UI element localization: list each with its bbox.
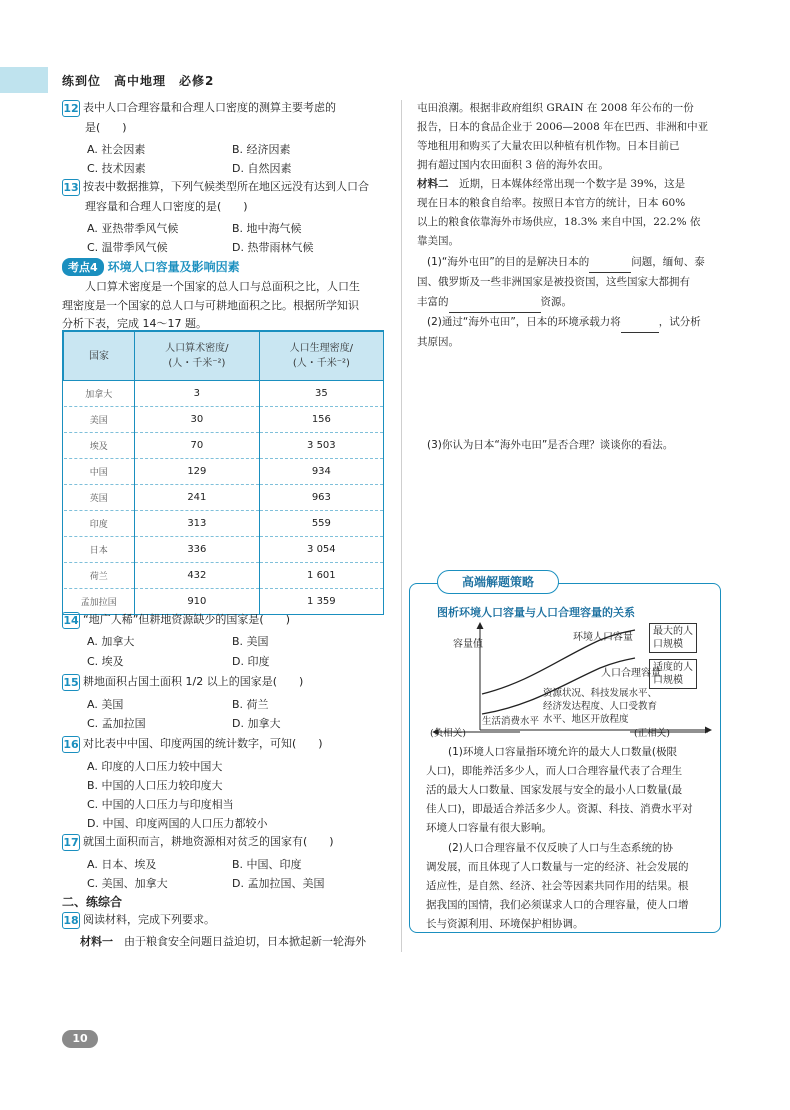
question-12 bbox=[62, 99, 336, 117]
question-text-cont: 理容量和合理人口密度的是( ) bbox=[85, 200, 248, 213]
strategy-paragraph-2 bbox=[426, 839, 689, 934]
box-line: 最大的人 bbox=[653, 626, 693, 637]
paragraph-line: 据我国的国情，我们必须谋求人口的合理容量，使人口增 bbox=[426, 899, 689, 911]
option-a[interactable]: A. 社会因素 bbox=[87, 143, 146, 156]
option-d[interactable]: D. 印度 bbox=[232, 655, 270, 668]
answer-blank[interactable] bbox=[589, 253, 631, 273]
material-2-line: 靠美国。 bbox=[417, 235, 459, 247]
question-13 bbox=[62, 178, 369, 196]
question-text: “地广人稀”但耕地资源缺少的国家是( ) bbox=[83, 613, 290, 626]
paragraph-line: 活的最大人口数量、国家发展与安全的最小人口数量(最 bbox=[426, 784, 683, 796]
sub-text: 丰富的 bbox=[417, 296, 449, 308]
section-title: 环境人口容量及影响因素 bbox=[107, 260, 240, 274]
table-cell-country: 美国 bbox=[64, 407, 135, 433]
question-number: 16 bbox=[63, 737, 79, 751]
table-cell-country: 荷兰 bbox=[64, 563, 135, 589]
question-text: 阅读材料，完成下列要求。 bbox=[83, 913, 215, 926]
table-cell-country: 孟加拉国 bbox=[64, 589, 135, 615]
material-1-line: 拥有超过国内农田面积 3 倍的海外农田。 bbox=[417, 159, 609, 171]
box-line: 适度的人 bbox=[653, 662, 693, 673]
option-c[interactable]: C. 埃及 bbox=[87, 655, 124, 668]
sub-text: ，试分析 bbox=[658, 316, 701, 328]
strategy-title: 高端解题策略 bbox=[437, 570, 559, 594]
sub-text: 资源。 bbox=[540, 296, 572, 308]
table-cell-arith: 3 bbox=[135, 381, 260, 407]
section-2-heading: 二、练综合 bbox=[62, 895, 123, 909]
option-d[interactable]: D. 孟加拉国、美国 bbox=[232, 877, 325, 890]
table-cell-arith: 432 bbox=[135, 563, 260, 589]
table-row bbox=[64, 511, 384, 537]
option-a[interactable]: A. 加拿大 bbox=[87, 635, 135, 648]
option-c[interactable]: C. 美国、加拿大 bbox=[87, 877, 168, 890]
y-axis-label: 容量值 bbox=[453, 639, 483, 650]
material-2-line: 现在日本的粮食自给率。按照日本官方的统计，日本 60% bbox=[417, 197, 686, 209]
table-cell-arith: 241 bbox=[135, 485, 260, 511]
option-d[interactable]: D. 中国、印度两国的人口压力都较小 bbox=[87, 817, 268, 830]
paragraph-line: 人口)，即能养活多少人，而人口合理容量代表了合理生 bbox=[426, 765, 683, 777]
sub-text: (1)“海外屯田”的目的是解决日本的 bbox=[427, 256, 590, 268]
table-cell-phys: 559 bbox=[259, 511, 383, 537]
question-number: 18 bbox=[63, 913, 79, 927]
table-cell-country: 加拿大 bbox=[64, 381, 135, 407]
intro-line: 理密度是一个国家的总人口与可耕地面积之比。根据所学知识 bbox=[62, 299, 359, 312]
table-cell-phys: 156 bbox=[259, 407, 383, 433]
factors-line: 经济发达程度、人口受教育 bbox=[543, 701, 658, 712]
option-b[interactable]: B. 经济因素 bbox=[232, 143, 291, 156]
col-header-country: 国家 bbox=[64, 332, 135, 381]
negative-correlation-label: (负相关) bbox=[430, 728, 466, 739]
box-line: 口规模 bbox=[653, 639, 683, 650]
material-text: 近期，日本媒体经常出现一个数字是 39%，这是 bbox=[459, 178, 686, 190]
question-text: 按表中数据推算，下列气候类型所在地区远没有达到人口合 bbox=[83, 180, 369, 193]
question-17 bbox=[62, 833, 334, 851]
page-number: 10 bbox=[62, 1030, 98, 1048]
table-row bbox=[64, 381, 384, 407]
table-cell-phys: 1 359 bbox=[307, 596, 336, 607]
option-b[interactable]: B. 中国、印度 bbox=[232, 858, 302, 871]
question-text: 对比表中中国、印度两国的统计数字，可知( ) bbox=[83, 737, 323, 750]
sub-question-1 bbox=[427, 253, 705, 273]
table-cell-phys: 35 bbox=[259, 381, 383, 407]
col-header-physiological-density bbox=[259, 332, 383, 381]
consumption-label: 生活消费水平 bbox=[482, 716, 540, 727]
table-cell-phys: 1 601 bbox=[259, 563, 383, 589]
sub-question-1-cont: 国、俄罗斯及一些非洲国家是被投资国，这些国家大都拥有 bbox=[417, 276, 690, 288]
max-population-box bbox=[649, 623, 697, 653]
table-row bbox=[64, 459, 384, 485]
option-c[interactable]: C. 孟加拉国 bbox=[87, 717, 146, 730]
question-number: 12 bbox=[63, 101, 79, 115]
header-line: (人・千米⁻²) bbox=[168, 358, 226, 369]
question-15 bbox=[62, 673, 303, 691]
table-cell-arith: 30 bbox=[135, 407, 260, 433]
question-number: 14 bbox=[63, 613, 79, 627]
header-line: 人口算术密度/ bbox=[165, 343, 229, 354]
material-1-line: 等地租用和购买了大量农田以种植有机作物。日本目前已 bbox=[417, 140, 680, 152]
optimal-population-box bbox=[649, 659, 697, 689]
sub-text: (2)通过“海外屯田”，日本的环境承载力将 bbox=[427, 316, 621, 328]
sub-question-1-cont bbox=[417, 293, 572, 313]
option-a[interactable]: A. 亚热带季风气候 bbox=[87, 222, 179, 235]
sub-question-3: (3)你认为日本“海外屯田”是否合理？谈谈你的看法。 bbox=[427, 439, 674, 451]
column-divider bbox=[401, 100, 402, 952]
paragraph-line: 环境人口容量有很大影响。 bbox=[426, 822, 552, 834]
option-a[interactable]: A. 美国 bbox=[87, 698, 124, 711]
table-cell-arith: 336 bbox=[135, 537, 260, 563]
strategy-paragraph-1 bbox=[426, 743, 693, 838]
table-row bbox=[64, 407, 384, 433]
question-number: 15 bbox=[63, 675, 79, 689]
option-b[interactable]: B. 中国的人口压力较印度大 bbox=[87, 779, 223, 792]
table-cell-phys: 3 503 bbox=[259, 433, 383, 459]
section-badge: 考点4 bbox=[62, 258, 104, 276]
intro-line: 人口算术密度是一个国家的总人口与总面积之比，人口生 bbox=[85, 280, 360, 293]
factors-label bbox=[543, 687, 657, 726]
option-d[interactable]: D. 加拿大 bbox=[232, 717, 281, 730]
table-cell-country: 日本 bbox=[64, 537, 135, 563]
option-a[interactable]: A. 印度的人口压力较中国大 bbox=[87, 760, 223, 773]
material-label: 材料二 bbox=[417, 178, 449, 190]
question-number: 17 bbox=[63, 835, 79, 849]
option-c[interactable]: C. 温带季风气候 bbox=[87, 241, 168, 254]
table-cell-phys: 3 054 bbox=[259, 537, 383, 563]
paragraph-line: (2)人口合理容量不仅反映了人口与生态系统的协 bbox=[448, 842, 673, 854]
table-cell-country: 英国 bbox=[64, 485, 135, 511]
header-color-bar bbox=[0, 67, 48, 93]
question-text: 就国土面积而言，耕地资源相对贫乏的国家有( ) bbox=[83, 835, 334, 848]
sub-question-2-cont: 其原因。 bbox=[417, 336, 459, 348]
factors-line: 资源状况、科技发展水平、 bbox=[543, 688, 658, 699]
table-cell-country: 印度 bbox=[64, 511, 135, 537]
option-a[interactable]: A. 日本、埃及 bbox=[87, 858, 157, 871]
section-heading bbox=[62, 258, 240, 276]
diagram-title: 图析环境人口容量与人口合理容量的关系 bbox=[437, 606, 635, 619]
table-cell-phys: 963 bbox=[259, 485, 383, 511]
paragraph-line: 调发展，而且体现了人口数量与一定的经济、社会发展的 bbox=[426, 861, 689, 873]
question-text: 耕地面积占国土面积 1/2 以上的国家是( ) bbox=[83, 675, 304, 688]
table-row bbox=[64, 563, 384, 589]
paragraph-line: 适应性，是自然、经济、社会等因素共同作用的结果。根 bbox=[426, 880, 689, 892]
material-text: 由于粮食安全问题日益迫切，日本掀起新一轮海外 bbox=[124, 935, 366, 948]
table-cell-arith: 910 bbox=[135, 589, 260, 615]
col-header-arithmetic-density bbox=[135, 332, 260, 381]
sub-question-2 bbox=[427, 313, 701, 333]
table-cell-phys: 934 bbox=[259, 459, 383, 485]
paragraph-line: 佳人口)，即最适合养活多少人。资源、科技、消费水平对 bbox=[426, 803, 693, 815]
material-1-line: 屯田浪潮。根据非政府组织 GRAIN 在 2008 年公布的一份 bbox=[417, 102, 694, 114]
question-18 bbox=[62, 911, 215, 929]
option-d[interactable]: D. 热带雨林气候 bbox=[232, 241, 314, 254]
table-row bbox=[64, 485, 384, 511]
option-c[interactable]: C. 中国的人口压力与印度相当 bbox=[87, 798, 234, 811]
reasonable-curve-label: 人口合理容量 bbox=[601, 668, 661, 679]
table-cell-arith: 70 bbox=[135, 433, 260, 459]
option-b[interactable]: B. 美国 bbox=[232, 635, 269, 648]
table-cell-arith: 129 bbox=[135, 459, 260, 485]
env-curve-label: 环境人口容量 bbox=[573, 632, 633, 643]
question-14 bbox=[62, 611, 290, 629]
material-2-line bbox=[417, 175, 685, 194]
box-line: 口规模 bbox=[653, 675, 683, 686]
material-label: 材料一 bbox=[80, 935, 113, 948]
answer-blank[interactable] bbox=[621, 313, 659, 333]
paragraph-line: 长与资源利用、环境保护相协调。 bbox=[426, 918, 584, 930]
header-line: 人口生理密度/ bbox=[289, 343, 354, 354]
question-16 bbox=[62, 735, 323, 753]
table-row bbox=[64, 537, 384, 563]
sub-text: 问题，缅甸、泰 bbox=[631, 256, 705, 268]
table-cell-arith: 313 bbox=[135, 511, 260, 537]
positive-correlation-label: (正相关) bbox=[634, 728, 670, 739]
table-cell-country: 中国 bbox=[64, 459, 135, 485]
material-1-line: 报告，日本的食品企业于 2006—2008 年在巴西、非洲和中亚 bbox=[417, 121, 709, 133]
question-text: 表中人口合理容量和合理人口密度的测算主要考虑的 bbox=[83, 101, 336, 114]
book-header: 练到位 高中地理 必修2 bbox=[62, 74, 215, 88]
question-number: 13 bbox=[63, 180, 79, 194]
option-d[interactable]: D. 自然因素 bbox=[232, 162, 292, 175]
density-table bbox=[62, 330, 384, 615]
option-b[interactable]: B. 荷兰 bbox=[232, 698, 269, 711]
intro-line: 分析下表，完成 14～17 题。 bbox=[62, 317, 207, 330]
paragraph-line: (1)环境人口容量指环境允许的最大人口数量(极限 bbox=[448, 746, 677, 758]
option-b[interactable]: B. 地中海气候 bbox=[232, 222, 302, 235]
material-1-line bbox=[80, 933, 366, 951]
answer-blank[interactable] bbox=[449, 293, 541, 313]
factors-line: 水平、地区开放程度 bbox=[543, 714, 629, 725]
material-2-line: 以上的粮食依靠海外市场供应，18.3% 来自中国，22.2% 依 bbox=[417, 216, 701, 228]
option-c[interactable]: C. 技术因素 bbox=[87, 162, 146, 175]
table-row bbox=[64, 433, 384, 459]
question-text-cont: 是( ) bbox=[85, 121, 127, 134]
header-line: (人・千米⁻²) bbox=[292, 358, 350, 369]
table-cell-country: 埃及 bbox=[64, 433, 135, 459]
